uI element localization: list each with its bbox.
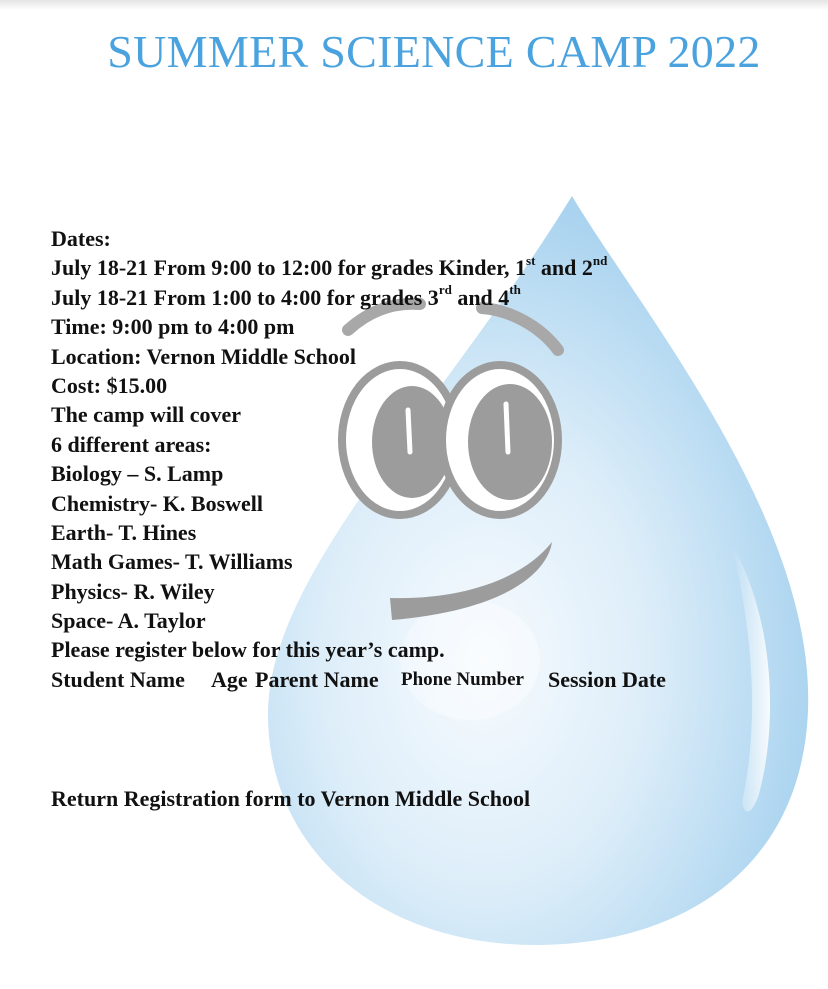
header-phone-number: Phone Number (401, 668, 524, 690)
time-line: Time: 9:00 pm to 4:00 pm (51, 314, 295, 340)
flyer-body (51, 224, 811, 694)
location-line: Location: Vernon Middle School (51, 343, 356, 369)
register-prompt: Please register below for this year’s camp. (51, 637, 445, 663)
page-title: SUMMER SCIENCE CAMP 2022 (107, 26, 761, 77)
dates-label: Dates: (51, 226, 111, 251)
return-instructions: Return Registration form to Vernon Middle School (51, 786, 531, 811)
header-age: Age (211, 666, 248, 692)
area-item: Math Games- T. Williams (51, 549, 293, 575)
cover-line-2: 6 different areas: (51, 431, 212, 457)
cost-line: Cost: $15.00 (51, 372, 168, 398)
header-student-name: Student Name (51, 666, 185, 692)
area-item: Biology – S. Lamp (51, 461, 224, 487)
header-parent-name: Parent Name (255, 666, 379, 692)
session-line-2: July 18-21 From 1:00 to 4:00 for grades 3rd and 4th (51, 282, 521, 310)
header-session-date: Session Date (548, 666, 666, 692)
area-item: Physics- R. Wiley (51, 578, 215, 604)
area-item: Space- A. Taylor (51, 608, 206, 634)
session-line-1: July 18-21 From 9:00 to 12:00 for grades Kinder, 1st and 2nd (51, 253, 608, 281)
registration-form-header (51, 665, 811, 694)
top-shade (0, 0, 828, 10)
cover-line-1: The camp will cover (51, 402, 242, 428)
area-item: Earth- T. Hines (51, 519, 197, 545)
area-item: Chemistry- K. Boswell (51, 490, 264, 516)
